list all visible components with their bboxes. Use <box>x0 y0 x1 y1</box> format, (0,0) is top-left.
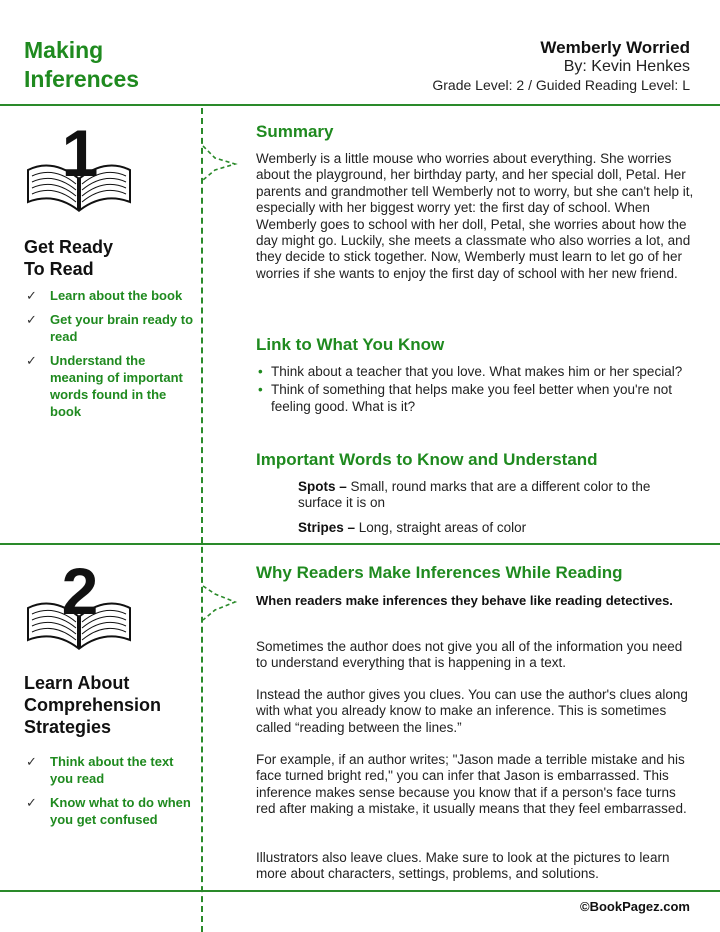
grade-level: Grade Level: 2 / Guided Reading Level: L <box>432 77 690 93</box>
vocab-term: Spots – <box>298 479 347 494</box>
step1-heading-line-2: To Read <box>24 259 94 279</box>
checklist-item-text: Learn about the book <box>50 288 183 303</box>
copyright: ©BookPagez.com <box>580 899 690 914</box>
title-line-1: Making <box>24 37 104 63</box>
open-book-icon <box>24 556 134 656</box>
step2-heading-line-1: Learn About <box>24 673 130 693</box>
checklist-item <box>24 352 194 420</box>
step2-heading <box>24 672 161 738</box>
vocab-definition: Long, straight areas of color <box>355 520 527 535</box>
section-divider <box>0 543 720 545</box>
check-icon: ✓ <box>26 795 37 810</box>
dashed-arrow-icon <box>201 582 241 622</box>
check-icon: ✓ <box>26 312 37 327</box>
why-heading: Why Readers Make Inferences While Reading <box>256 563 623 582</box>
column-divider <box>201 108 203 932</box>
checklist-item <box>24 753 194 787</box>
checklist-item-text: Know what to do when you get confused <box>50 795 191 827</box>
why-paragraph-3: For example, if an author writes; "Jason made a terrible mistake and his face turned bright red," you can infer that Jason is embarrassed. This inference makes sense because you know that if a person's face turns red after making a mistake, it usually means that they feel embarrassed. <box>256 752 687 817</box>
step-number-1: 1 <box>61 118 99 190</box>
vocab-term: Stripes – <box>298 520 356 535</box>
summary-text: Wemberly is a little mouse who worries about everything. She worries about the playground, her birthday party, and her special doll, Petal. Her parents and grandmother tell Wemberly not to worry, but she can't help it, especially with her biggest worry yet: the first day of school. When Wemberly goes to school with her doll, Petal, she worries about how the day might go. Luckily, she meets a classmate who also worries a lot, and they decide to stick together. Now, Wemberly must learn to let go of her worries if she wants to enjoy the first day of school with her new friend. <box>256 151 694 281</box>
check-icon: ✓ <box>26 288 37 303</box>
open-book-icon <box>24 118 134 218</box>
book-author: By: Kevin Henkes <box>563 58 690 75</box>
vocab-item-stripes <box>298 520 698 536</box>
step1-checklist <box>24 287 194 427</box>
book-info <box>432 38 690 95</box>
title-line-2: Inferences <box>24 66 140 92</box>
link-item: • Think about a teacher that you love. What makes him or her special? <box>256 364 696 380</box>
why-paragraph-2: Instead the author gives you clues. You can use the author's clues along with what you already know to make an inference. This is sometimes called “reading between the lines.” <box>256 687 688 735</box>
why-paragraph-4: Illustrators also leave clues. Make sure to look at the pictures to learn more about characters, settings, problems, and solutions. <box>256 850 670 882</box>
checklist-item <box>24 794 194 828</box>
step1-heading <box>24 236 113 280</box>
page-title <box>24 36 184 94</box>
summary-heading: Summary <box>256 122 334 141</box>
book-title: Wemberly Worried <box>540 38 690 57</box>
checklist-item <box>24 311 194 345</box>
check-icon: ✓ <box>26 353 37 368</box>
step1-heading-line-1: Get Ready <box>24 237 114 257</box>
checklist-item <box>24 287 194 304</box>
step2-checklist <box>24 753 194 835</box>
vocab-definition: Small, round marks that are a different color to the surface it is on <box>298 479 651 511</box>
why-lead: When readers make inferences they behave like reading detectives. <box>256 593 673 608</box>
checklist-item-text: Think about the text you read <box>50 754 174 786</box>
footer-divider <box>0 890 720 892</box>
step2-heading-line-2: Comprehension <box>24 695 162 715</box>
words-heading: Important Words to Know and Understand <box>256 450 598 469</box>
dashed-arrow-icon <box>201 142 241 182</box>
vocab-item-spots <box>298 479 698 512</box>
step2-heading-line-3: Strategies <box>24 717 112 737</box>
link-heading: Link to What You Know <box>256 335 445 354</box>
link-list <box>256 364 696 417</box>
header-divider <box>0 104 720 106</box>
checklist-item-text: Get your brain ready to read <box>50 312 194 344</box>
link-item: • Think of something that helps make you feel better when you're not feeling good. What is it? <box>256 382 696 415</box>
step-number-2: 2 <box>61 556 99 628</box>
checklist-item-text: Understand the meaning of important words found in the book <box>50 353 183 419</box>
why-paragraph-1: Sometimes the author does not give you all of the information you need to understand everything that is happening in a text. <box>256 639 683 671</box>
check-icon: ✓ <box>26 754 37 769</box>
